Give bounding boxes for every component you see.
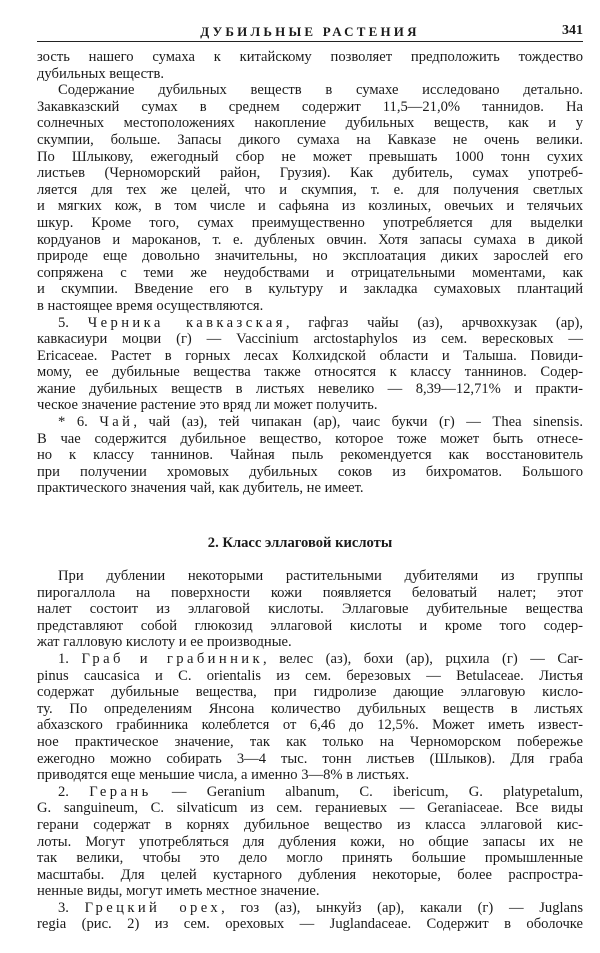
item-number: * 6. bbox=[58, 414, 100, 431]
text-line bbox=[37, 634, 583, 651]
line-text: — Geranium albanum, C. ibericum, G. platypetalum, bbox=[151, 783, 584, 800]
line-text: но к классу таннинов. Чайная пыль рекомендуется как восстановитель bbox=[37, 447, 583, 464]
line-text: и скумпии. Введение его в культуру и закладка сумаховых плантаций bbox=[37, 281, 583, 298]
line-text: скумпии, больше. Запасы дикого сумаха на Кавказе не очень велики. bbox=[37, 131, 583, 148]
text-line bbox=[37, 66, 583, 83]
text-line bbox=[37, 414, 583, 431]
line-text: практического значения чай, как дубитель, не имеет. bbox=[37, 480, 364, 497]
text-line bbox=[37, 431, 583, 448]
line-text: масштабы. Для целей кустарного дубления некоторые, более распростра- bbox=[37, 866, 583, 883]
line-text: ное практическое значение, так как только на Черноморском побережье bbox=[37, 733, 583, 750]
line-text: ту. По определениям Янсона количество дубильных веществ в листьях bbox=[37, 700, 583, 717]
line-text: абхазского грабинника колеблется от 6,46 до 12,5%. Может иметь извест- bbox=[37, 717, 583, 734]
text-line bbox=[37, 701, 583, 718]
text-line bbox=[37, 99, 583, 116]
text-line bbox=[37, 734, 583, 751]
text-line bbox=[37, 82, 583, 99]
line-text: regia (рис. 2) из сем. ореховых — Juglandaceae. Содержит в оболочке bbox=[37, 916, 583, 933]
text-line bbox=[37, 834, 583, 851]
text-line bbox=[37, 364, 583, 381]
line-text: мому, ее дубильные вещества также относятся к классу таннинов. Содер- bbox=[37, 364, 583, 381]
running-head bbox=[37, 22, 583, 40]
text-line bbox=[37, 381, 583, 398]
text-line bbox=[37, 916, 583, 933]
text-line bbox=[37, 867, 583, 884]
line-text: ненные виды, могут иметь местное значение. bbox=[37, 883, 320, 900]
line-text: дубильных веществ. bbox=[37, 65, 165, 82]
spaced-term: Грецкий орех bbox=[84, 899, 222, 916]
line-text: ежегодно можно собирать 3—4 тыс. тонн листьев (Шлыков). Для граба bbox=[37, 750, 583, 767]
text-line bbox=[37, 447, 583, 464]
text-line bbox=[37, 165, 583, 182]
text-line bbox=[37, 182, 583, 199]
text-line bbox=[37, 585, 583, 602]
text-line bbox=[37, 298, 583, 315]
line-text: жат галловую кислоту и ее производные. bbox=[37, 634, 292, 651]
item-number: 1. bbox=[58, 650, 82, 667]
text-line bbox=[37, 817, 583, 834]
text-line bbox=[37, 480, 583, 497]
line-text: кордуанов и мароканов, т. е. дубленых овчин. Хотя запасы сумаха в дикой bbox=[37, 231, 583, 248]
line-text: Содержание дубильных веществ в сумахе исследовано детально. bbox=[58, 82, 583, 99]
spaced-term: Герань bbox=[89, 783, 152, 800]
line-text: , велес (аз), бохи (ар), рцхила (г) — Car- bbox=[263, 650, 583, 667]
line-text: представляют собой глюкозид эллаговой кислоты и кроме того содер- bbox=[37, 617, 583, 634]
text-line bbox=[37, 132, 583, 149]
line-text: шкур. Кроме того, сумах преимущественно употребляется для выделки bbox=[37, 214, 583, 231]
line-text: при получении хромовых дубильных соков из бихроматов. Большого bbox=[37, 463, 583, 480]
spaced-term: Граб и грабинник bbox=[81, 650, 264, 667]
text-line bbox=[37, 751, 583, 768]
header-rule bbox=[37, 41, 583, 42]
item-number: 3. bbox=[58, 899, 85, 916]
text-block-1 bbox=[37, 49, 583, 497]
text-line bbox=[37, 232, 583, 249]
line-text: Ericaceae. Растет в горных лесах Колхидской области и Талыша. Повиди- bbox=[37, 347, 583, 364]
text-line bbox=[37, 315, 583, 332]
text-line bbox=[37, 397, 583, 414]
line-text: листьев (Черноморский район, Грузия). Как дубитель, сумах употреб- bbox=[37, 165, 583, 182]
line-text: , гафгаз чайы (аз), арчвохкузак (ар), bbox=[285, 314, 583, 331]
text-line bbox=[37, 800, 583, 817]
line-text: и мягких кож, в том числе и сафьяна из козлиных, овечьих и телячьих bbox=[37, 198, 583, 215]
line-text: Закавказский сумах в среднем содержит 11,5—21,0% таннидов. На bbox=[37, 98, 583, 115]
text-line bbox=[37, 900, 583, 917]
line-text: герани содержат в корнях дубильное вещество из класса эллаговой кис- bbox=[37, 816, 583, 833]
page-number: 341 bbox=[562, 23, 583, 38]
text-line bbox=[37, 684, 583, 701]
line-text: налет состоит из эллаговой кислоты. Эллаговые дубительные вещества bbox=[37, 601, 583, 618]
spaced-term: Черника кавказская bbox=[87, 314, 286, 331]
text-line bbox=[37, 265, 583, 282]
text-line bbox=[37, 464, 583, 481]
line-text: солнечных местоположениях накопление дубильных веществ, как и у bbox=[37, 115, 583, 132]
text-line bbox=[37, 248, 583, 265]
line-text: При дублении некоторыми растительными дубителями из группы bbox=[58, 568, 583, 584]
text-line bbox=[37, 883, 583, 900]
text-line bbox=[37, 767, 583, 784]
text-block-2 bbox=[37, 568, 583, 933]
text-line bbox=[37, 717, 583, 734]
text-line bbox=[37, 198, 583, 215]
text-line bbox=[37, 601, 583, 618]
text-line bbox=[37, 49, 583, 66]
text-line bbox=[37, 568, 583, 585]
text-line bbox=[37, 784, 583, 801]
text-line bbox=[37, 149, 583, 166]
line-text: , чай (аз), тей чипакан (ар), чаис букчи (г) — Thea sinensis. bbox=[133, 414, 583, 431]
line-text: природе еще довольно значительны, но эксплоатация диких зарослей его bbox=[37, 248, 583, 265]
line-text: В чае содержится дубильное вещество, которое тоже может быть отнесе- bbox=[37, 430, 583, 447]
text-line bbox=[37, 618, 583, 635]
line-text: сопряжена с теми же неудобствами и отрицательными моментами, как bbox=[37, 264, 583, 281]
line-text: так велики, чтобы это дело могло принять большие промышленные bbox=[37, 850, 583, 867]
line-text: ляется для тех же целей, что и скумпия, т. е. для получения светлых bbox=[37, 181, 583, 198]
text-line bbox=[37, 850, 583, 867]
line-text: жание дубильных веществ в листьях невелико — 8,39—12,71% и практи- bbox=[37, 380, 583, 397]
line-text: приводятся еще меньшие числа, а именно 3—8% в листьях. bbox=[37, 767, 409, 784]
line-text: pinus caucasica и C. orientalis из сем. березовых — Betulaceae. Листья bbox=[37, 667, 583, 684]
item-number: 2. bbox=[58, 783, 90, 800]
text-line bbox=[37, 281, 583, 298]
item-number: 5. bbox=[58, 314, 88, 331]
spaced-term: Чай bbox=[99, 414, 134, 431]
text-line bbox=[37, 115, 583, 132]
line-text: лоты. Могут употребляться для дубления кожи, но общие запасы их не bbox=[37, 833, 583, 850]
section-heading: 2. Класс эллаговой кислоты bbox=[207, 535, 393, 551]
text-line bbox=[37, 651, 583, 668]
text-line bbox=[37, 348, 583, 365]
line-text: зость нашего сумаха к китайскому позволяет предположить тождество bbox=[37, 49, 583, 65]
text-line bbox=[37, 668, 583, 685]
line-text: , гоз (аз), ынкуйз (ар), какали (г) — Juglans bbox=[221, 899, 584, 916]
line-text: в настоящее время осуществляются. bbox=[37, 297, 264, 314]
line-text: По Шлыкову, ежегодный сбор не может превышать 1000 тонн сухих bbox=[37, 148, 583, 165]
line-text: содержат дубильные вещества, при гидролизе дающие эллаговую кисло- bbox=[37, 684, 583, 701]
line-text: кавкасиури моцви (г) — Vaccinium arctostaphylos из сем. вересковых — bbox=[37, 331, 583, 348]
line-text: пирогаллола на поверхности кожи появляется беловатый налет; этот bbox=[37, 584, 583, 601]
running-head-title: ДУБИЛЬНЫЕ РАСТЕНИЯ bbox=[200, 24, 420, 39]
text-line bbox=[37, 331, 583, 348]
text-line bbox=[37, 215, 583, 232]
line-text: G. sanguineum, C. silvaticum из сем. гераниевых — Geraniaceae. Все виды bbox=[37, 800, 583, 817]
line-text: ческое значение растение это вряд ли может получить. bbox=[37, 397, 378, 414]
